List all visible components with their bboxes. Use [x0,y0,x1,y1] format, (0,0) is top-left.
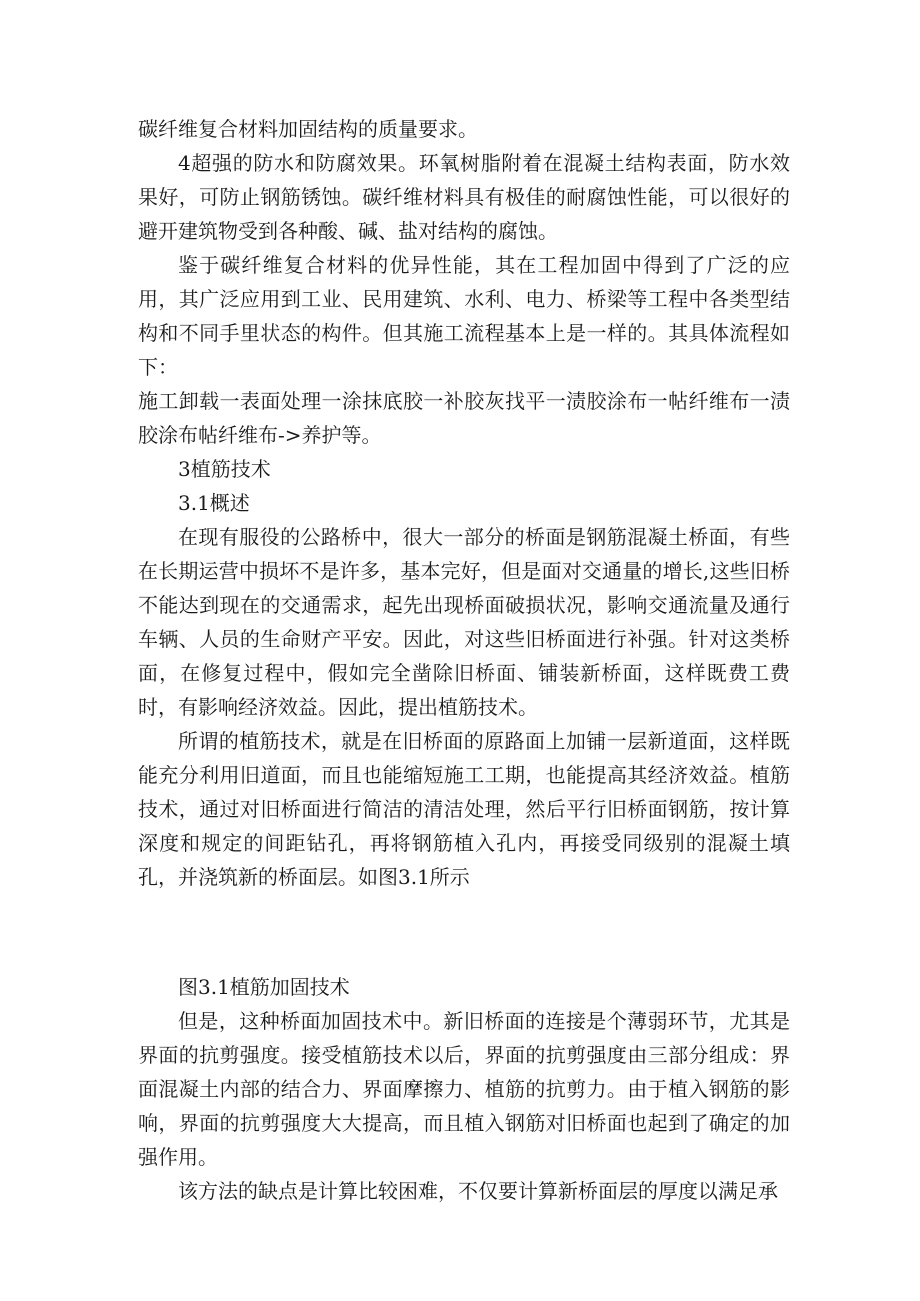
paragraph-definition: 所谓的植筋技术，就是在旧桥面的原路面上加铺一层新道面，这样既能充分利用旧道面，而且也能缩短施工工期，也能提高其经济效益。植筋技术，通过对旧桥面进行简洁的清洁处理，然后平行旧桥面钢筋，按计算深度和规定的间距钻孔，再将钢筋植入孔内，再接受同级别的混凝土填孔，并浇筑新的桥面层。如图3.1所示 [138,729,790,889]
document-page [138,112,790,1208]
figure-caption: 图3.1植筋加固技术 [178,975,350,999]
paragraph-process-flow: 施工卸载一表面处理一涂抹底胶一补胶灰找平一渍胶涂布一帖纤维布一渍胶涂布帖纤维布->养护等。 [138,389,790,447]
figure-placeholder [138,894,790,970]
paragraph-interface: 但是，这种桥面加固技术中。新旧桥面的连接是个薄弱环节，尤其是界面的抗剪强度。接受植筋技术以后，界面的抗剪强度由三部分组成：界面混凝土内部的结合力、界面摩擦力、植筋的抗剪力。由于植入钢筋的影响，界面的抗剪强度大大提高，而且植入钢筋对旧桥面也起到了确定的加强作用。 [138,1009,790,1169]
section-heading-3: 3植筋技术 [178,457,271,481]
paragraph-overview: 在现有服役的公路桥中，很大一部分的桥面是钢筋混凝土桥面，有些在长期运营中损坏不是许多，基本完好，但是面对交通量的增长,这些旧桥不能达到现在的交通需求，起先出现桥面破损状况，影响交通流量及通行车辆、人员的生命财产平安。因此，对这些旧桥面进行补强。针对这类桥面，在修复过程中，假如完全凿除旧桥面、铺装新桥面，这样既费工费时，有影响经济效益。因此，提出植筋技术。 [138,525,790,719]
paragraph-waterproof: 4超强的防水和防腐效果。环氧树脂附着在混凝土结构表面，防水效果好，可防止钢筋锈蚀。碳纤维材料具有极佳的耐腐蚀性能，可以很好的避开建筑物受到各种酸、碱、盐对结构的腐蚀。 [138,151,790,243]
paragraph-continuation: 碳纤维复合材料加固结构的质量要求。 [138,117,478,141]
paragraph-applications: 鉴于碳纤维复合材料的优异性能，其在工程加固中得到了广泛的应用，其广泛应用到工业、民用建筑、水利、电力、桥梁等工程中各类型结构和不同手里状态的构件。但其施工流程基本上是一样的。其具体流程如下： [138,253,790,379]
section-heading-3-1: 3.1概述 [178,491,250,515]
paragraph-drawback: 该方法的缺点是计算比较困难，不仅要计算新桥面层的厚度以满足承 [178,1179,778,1203]
